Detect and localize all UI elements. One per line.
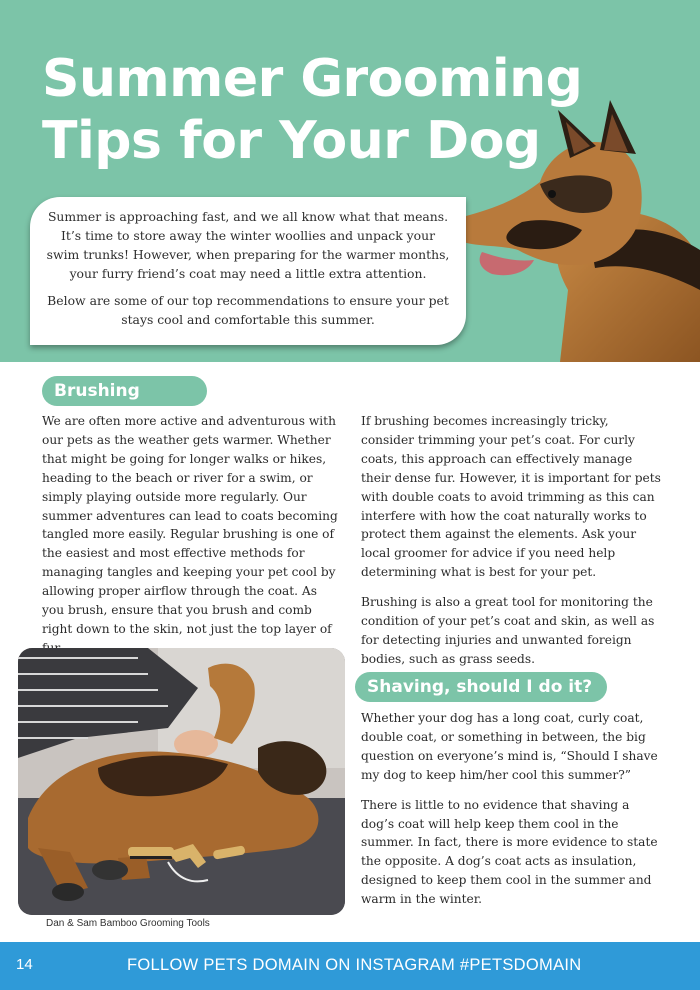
grooming-scene-image (18, 648, 345, 915)
brushing-paragraph-1: We are often more active and adventurous with our pets as the weather gets warmer. Whether that might be going for longer walks or hikes, heading to the beach or river for a swim, or simply playing outside more regularly. Our summer adventures can lead to coats becoming tangled more easily. Regular brushing is one of the easiest and most effective methods for managing tangles and keeping your pet cool by allowing proper airflow through the coat. As you brush, ensure that you brush and comb right down to the skin, not just the top layer of (42, 414, 338, 636)
brushing-heading: Brushing (42, 376, 207, 406)
page-number: 14 (16, 956, 33, 973)
german-shepherd-image (440, 100, 700, 362)
brushing-paragraph-3: Brushing is also a great tool for monitoring the condition of your pet’s coat and skin, as well as for detecting injuries and unwanted foreign bodies, such as grass seeds. (361, 595, 655, 666)
shaving-paragraph-2: There is little to no evidence that shaving a dog’s coat will help keep them cool in the summer. In fact, there is more evidence to state the opposite. A dog’s coat acts as insulation, designed to keep them cool in the summer and warm in the winter. (361, 797, 658, 907)
instagram-link[interactable]: FOLLOW PETS DOMAIN ON INSTAGRAM #PETSDOMAIN (127, 956, 582, 974)
footer-bar (0, 942, 700, 990)
brushing-paragraph-2: If brushing becomes increasingly tricky, consider trimming your pet’s coat. For curly coats, this approach can effectively manage their dense fur. However, it is important for pets with double coats to avoid trimming as this can interfere with how the coat naturally works to protect them against the elements. Ask your local groomer for advice if you need help determining what is best for your pet. (361, 414, 661, 580)
right-column-bottom (361, 709, 661, 920)
shaving-paragraph-1: Whether your dog has a long coat, curly coat, double coat, or something in between, the big question on everyone’s mind is, “Should I shave my dog to keep him/her cool this summer?” (361, 711, 658, 782)
grooming-photo (18, 648, 345, 915)
right-column-top (361, 412, 661, 680)
shaving-heading: Shaving, should I do it? (355, 672, 607, 702)
intro-box (30, 197, 466, 345)
photo-caption: Dan & Sam Bamboo Grooming Tools (46, 918, 210, 929)
title-line-2: Tips for Your Dog (42, 111, 541, 171)
title-line-1: Summer Grooming (42, 49, 583, 109)
intro-paragraph-2: Below are some of our top recommendations to ensure your pet stays cool and comfortable this summer. (47, 293, 449, 327)
intro-paragraph-1: Summer is approaching fast, and we all know what that means. It’s time to store away the winter woollies and unpack your swim trunks! However, when preparing for the warmer months, your furry friend’s coat may need a little extra attention. (46, 209, 450, 281)
left-column (42, 412, 342, 669)
hero-banner (0, 0, 700, 362)
